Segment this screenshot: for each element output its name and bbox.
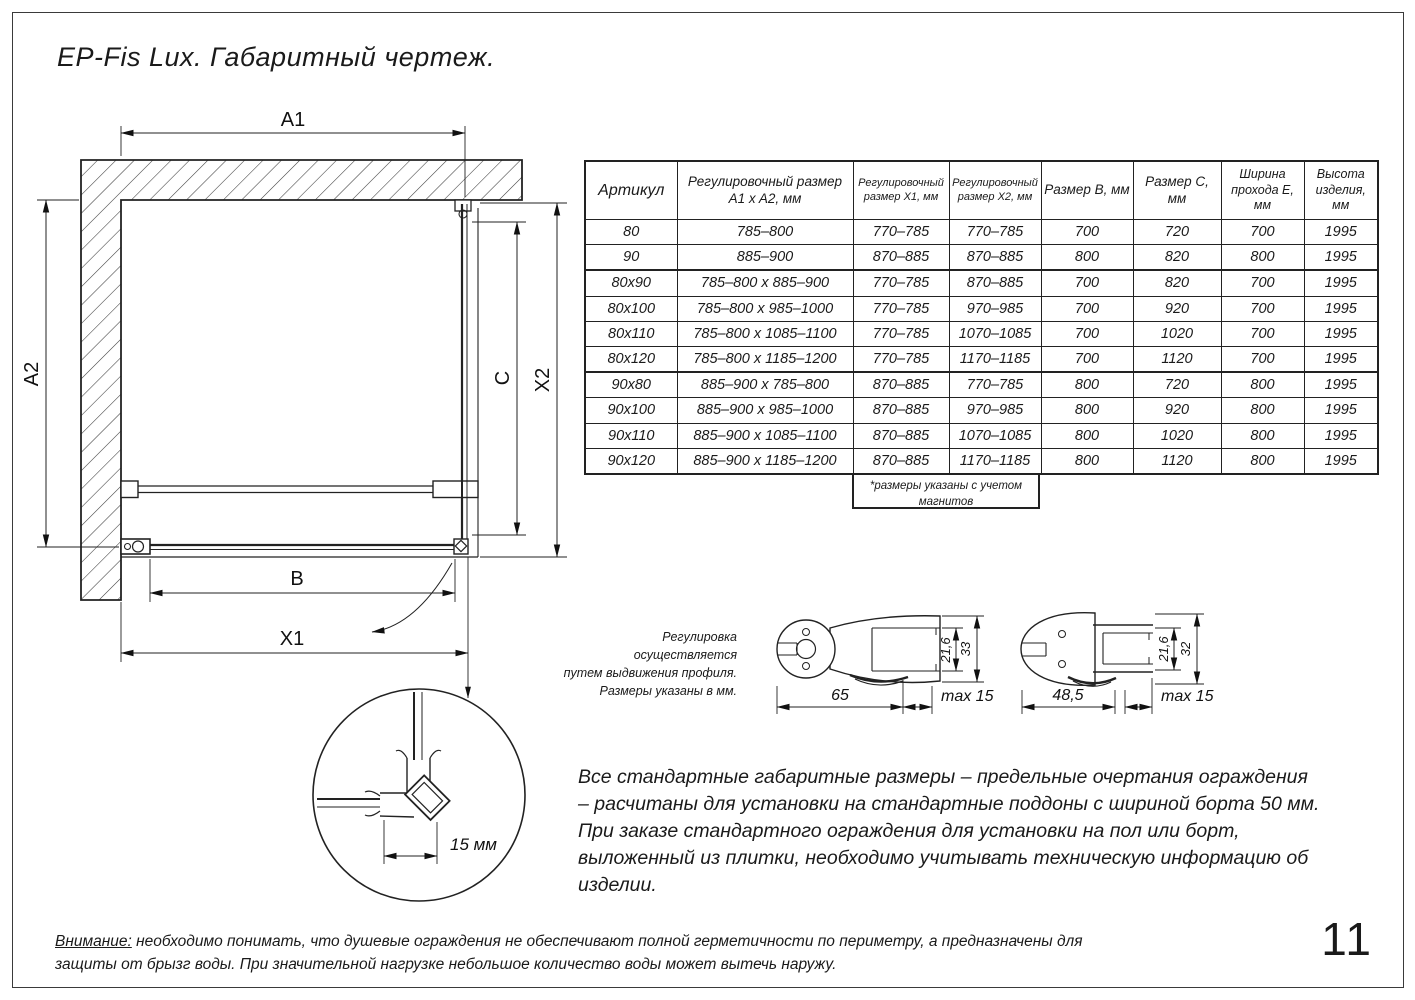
dim-label-x1: X1 xyxy=(279,628,305,650)
spec-table-header xyxy=(585,161,1378,220)
dim-label-x2: X2 xyxy=(532,367,554,393)
table-cell: 700 xyxy=(1041,220,1133,245)
table-cell: 770–785 xyxy=(949,372,1041,398)
table-cell: 820 xyxy=(1133,245,1221,271)
table-cell: 1070–1085 xyxy=(949,423,1041,448)
table-cell: 970–985 xyxy=(949,398,1041,423)
table-cell: 785–800 x 985–1000 xyxy=(677,296,853,321)
profile-left-inner-height-label: 21,6 xyxy=(938,637,953,663)
table-cell: 90x120 xyxy=(585,448,677,474)
table-cell: 90x110 xyxy=(585,423,677,448)
detail-dim-label: 15 мм xyxy=(450,835,497,854)
profile-section-right xyxy=(1021,613,1214,714)
dim-c xyxy=(472,222,526,535)
column-header: Размер C, мм xyxy=(1133,161,1221,220)
table-row xyxy=(585,321,1378,346)
table-cell: 700 xyxy=(1221,346,1304,372)
table-row xyxy=(585,270,1378,296)
table-cell: 870–885 xyxy=(949,245,1041,271)
profile-left-outer-height-label: 33 xyxy=(958,641,973,657)
table-cell: 1020 xyxy=(1133,321,1221,346)
column-header: Ширина прохода E, мм xyxy=(1221,161,1304,220)
column-header: Регулировочный размер X2, мм xyxy=(949,161,1041,220)
adjustment-note-line: путем выдвижения профиля. xyxy=(563,666,737,680)
table-cell: 1995 xyxy=(1304,372,1378,398)
profile-left-width-label: 65 xyxy=(831,687,849,704)
table-cell: 770–785 xyxy=(853,321,949,346)
table-cell: 1020 xyxy=(1133,423,1221,448)
table-cell: 700 xyxy=(1041,321,1133,346)
page-number: 11 xyxy=(1321,913,1373,965)
detail-circle xyxy=(313,689,525,901)
installation-paragraph: Все стандартные габаритные размеры – предельные очертания ограждения – расчитаны для установки на стандартные поддоны с шириной борта 50 мм. При заказе стандартного ограждения для установки на пол или борт, выложенный из плитки, необходимо учитывать техническую информацию об изделии. xyxy=(578,766,1320,896)
table-cell: 800 xyxy=(1221,372,1304,398)
table-cell: 920 xyxy=(1133,398,1221,423)
table-cell: 80x120 xyxy=(585,346,677,372)
table-row xyxy=(585,372,1378,398)
table-cell: 800 xyxy=(1041,448,1133,474)
table-cell: 700 xyxy=(1041,296,1133,321)
table-cell: 80x100 xyxy=(585,296,677,321)
table-cell: 700 xyxy=(1221,296,1304,321)
table-cell: 785–800 x 1185–1200 xyxy=(677,346,853,372)
table-cell: 800 xyxy=(1041,423,1133,448)
table-cell: 1170–1185 xyxy=(949,346,1041,372)
dim-label-c: C xyxy=(492,370,514,386)
table-cell: 785–800 xyxy=(677,220,853,245)
column-header: Высота изделия, мм xyxy=(1304,161,1378,220)
table-cell: 1995 xyxy=(1304,220,1378,245)
profile-right-width-label: 48,5 xyxy=(1052,687,1084,704)
table-row xyxy=(585,398,1378,423)
table-cell: 920 xyxy=(1133,296,1221,321)
table-cell: 80x90 xyxy=(585,270,677,296)
table-cell: 785–800 x 1085–1100 xyxy=(677,321,853,346)
table-cell: 870–885 xyxy=(853,245,949,271)
column-header: Регулировочный размер X1, мм xyxy=(853,161,949,220)
profile-left-max-label: max 15 xyxy=(941,688,994,705)
table-cell: 870–885 xyxy=(949,270,1041,296)
table-cell: 770–785 xyxy=(853,346,949,372)
column-header: Регулировочный размер A1 x A2, мм xyxy=(677,161,853,220)
table-row xyxy=(585,220,1378,245)
table-cell: 870–885 xyxy=(853,398,949,423)
table-cell: 800 xyxy=(1221,398,1304,423)
table-row xyxy=(585,346,1378,372)
table-cell: 870–885 xyxy=(853,423,949,448)
dim-label-a2: A2 xyxy=(21,361,43,387)
support-bar xyxy=(121,481,478,498)
table-cell: 770–785 xyxy=(853,296,949,321)
adjustment-note-line: Регулировка осуществляется xyxy=(633,630,737,662)
dim-x1 xyxy=(121,602,468,662)
table-cell: 885–900 xyxy=(677,245,853,271)
warning-body: необходимо понимать, что душевые ограждения не обеспечивают полной герметичности по периметру, а предназначены для защиты от брызг воды. При значительной нагрузке небольшое количество воды может вытечь наружу. xyxy=(55,933,1083,973)
table-cell: 970–985 xyxy=(949,296,1041,321)
table-cell: 90x80 xyxy=(585,372,677,398)
table-cell: 1070–1085 xyxy=(949,321,1041,346)
table-cell: 1995 xyxy=(1304,321,1378,346)
spec-table-body xyxy=(585,220,1378,474)
table-cell: 870–885 xyxy=(853,448,949,474)
dim-label-b: B xyxy=(290,568,304,590)
spec-table xyxy=(584,160,1379,475)
column-header: Артикул xyxy=(585,161,677,220)
dim-label-a1: A1 xyxy=(280,109,306,131)
column-header: Размер B, мм xyxy=(1041,161,1133,220)
table-cell: 1170–1185 xyxy=(949,448,1041,474)
table-row xyxy=(585,296,1378,321)
table-cell: 1995 xyxy=(1304,448,1378,474)
table-cell: 720 xyxy=(1133,220,1221,245)
warning-label: Внимание: xyxy=(55,933,132,950)
table-row xyxy=(585,423,1378,448)
table-cell: 800 xyxy=(1221,448,1304,474)
wall-section xyxy=(81,160,522,600)
profile-section-left xyxy=(777,616,994,714)
table-cell: 800 xyxy=(1041,398,1133,423)
table-cell: 770–785 xyxy=(853,270,949,296)
door-panel xyxy=(121,539,478,557)
profile-right-outer-height-label: 32 xyxy=(1178,641,1193,657)
table-cell: 785–800 x 885–900 xyxy=(677,270,853,296)
warning-text xyxy=(55,930,1085,976)
table-cell: 80x110 xyxy=(585,321,677,346)
table-cell: 80 xyxy=(585,220,677,245)
table-cell: 885–900 x 1185–1200 xyxy=(677,448,853,474)
table-cell: 90 xyxy=(585,245,677,271)
table-cell: 820 xyxy=(1133,270,1221,296)
dim-b xyxy=(150,559,455,602)
table-cell: 90x100 xyxy=(585,398,677,423)
table-cell: 1120 xyxy=(1133,346,1221,372)
table-cell: 700 xyxy=(1221,321,1304,346)
table-cell: 885–900 x 985–1000 xyxy=(677,398,853,423)
table-cell: 1995 xyxy=(1304,398,1378,423)
table-cell: 700 xyxy=(1041,346,1133,372)
table-cell: 1120 xyxy=(1133,448,1221,474)
table-cell: 700 xyxy=(1041,270,1133,296)
table-cell: 1995 xyxy=(1304,296,1378,321)
table-row xyxy=(585,448,1378,474)
table-cell: 800 xyxy=(1041,245,1133,271)
table-cell: 1995 xyxy=(1304,423,1378,448)
table-cell: 1995 xyxy=(1304,270,1378,296)
table-cell: 800 xyxy=(1221,245,1304,271)
page-title: EP-Fis Lux. Габаритный чертеж. xyxy=(57,42,496,72)
table-cell: 885–900 x 785–800 xyxy=(677,372,853,398)
adjustment-note xyxy=(563,628,737,700)
table-cell: 800 xyxy=(1221,423,1304,448)
table-cell: 1995 xyxy=(1304,346,1378,372)
table-footnote: *размеры указаны с учетом магнитов xyxy=(852,475,1040,509)
table-cell: 885–900 x 1085–1100 xyxy=(677,423,853,448)
profile-right-max-label: max 15 xyxy=(1161,688,1214,705)
fixed-panel xyxy=(455,200,478,557)
table-cell: 1995 xyxy=(1304,245,1378,271)
table-cell: 870–885 xyxy=(853,372,949,398)
table-cell: 720 xyxy=(1133,372,1221,398)
profile-right-inner-height-label: 21,6 xyxy=(1156,636,1171,662)
table-cell: 770–785 xyxy=(949,220,1041,245)
adjustment-note-line: Размеры указаны в мм. xyxy=(599,684,737,698)
table-cell: 700 xyxy=(1221,220,1304,245)
table-cell: 770–785 xyxy=(853,220,949,245)
door-swing-arc xyxy=(372,563,452,632)
table-cell: 700 xyxy=(1221,270,1304,296)
table-cell: 800 xyxy=(1041,372,1133,398)
table-row xyxy=(585,245,1378,271)
